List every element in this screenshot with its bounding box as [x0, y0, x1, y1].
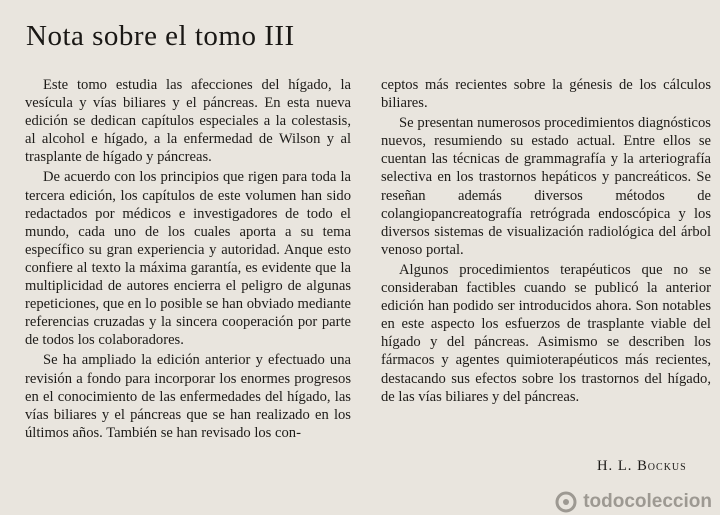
todocoleccion-logo-icon	[555, 491, 577, 513]
paragraph: Este tomo estudia las afecciones del hígado, la vesícula y vías biliares y el páncreas. En esta nueva edición se dedican capítulos especiales a la colestasis, al alcohol e hígado, a la enfermedad de Wilson y al trasplante de hígado y páncreas.	[25, 77, 351, 166]
author-initials: H. L.	[597, 458, 633, 474]
paragraph: Se presentan numerosos procedimientos diagnósticos nuevos, resumiendo su estado actual. Entre ellos se cuentan las técnicas de grammagrafía y la arteriografía selectiva en los trastornos hepáticos y pancreáticos. Se reseñan además diversos métodos de colangiopancreatografía retrógrada endoscópica y los diversos sistemas de visualización radiológica del árbol venoso portal.	[381, 115, 711, 258]
watermark	[555, 491, 712, 513]
author-signature	[597, 458, 687, 475]
paragraph: Se ha ampliado la edición anterior y efectuado una revisión a fondo para incorporar los enormes progresos en el conocimiento de las enfermedades del hígado, las vías biliares y el páncreas que se han realizado en los últimos años. También se han revisado los con-	[25, 352, 351, 441]
page-title: Nota sobre el tomo III	[26, 20, 295, 52]
author-surname: Bockus	[637, 458, 687, 474]
paragraph: De acuerdo con los principios que rigen para toda la tercera edición, los capítulos de este volumen han sido redactados por médicos e investigadores de todo el mundo, cada uno de los cuales aporta a su tema específico su gran experiencia y autoridad. Anque esto confiere al texto la máxima garantía, es evidente que la multiplicidad de autores encierra el peligro de algunas repeticiones, que en lo posible se han obviado mediante referencias cruzadas y la sincera cooperación por parte de todos los colaboradores.	[25, 169, 351, 349]
left-column	[25, 76, 351, 444]
paragraph: Algunos procedimientos terapéuticos que no se consideraban factibles cuando se publicó la anterior edición han podido ser introducidos ahora. Son notables en este aspecto los esfuerzos de trasplante viable del hígado y del páncreas. Asimismo se describen los fármacos y agentes quimioterapéuticos más recientes, destacando sus efectos sobre los trastornos del hígado, de las vías biliares y del páncreas.	[381, 261, 711, 405]
right-column	[381, 76, 711, 408]
paragraph-continuation: ceptos más recientes sobre la génesis de los cálculos biliares.	[381, 77, 711, 112]
watermark-text: todocoleccion	[583, 491, 712, 512]
